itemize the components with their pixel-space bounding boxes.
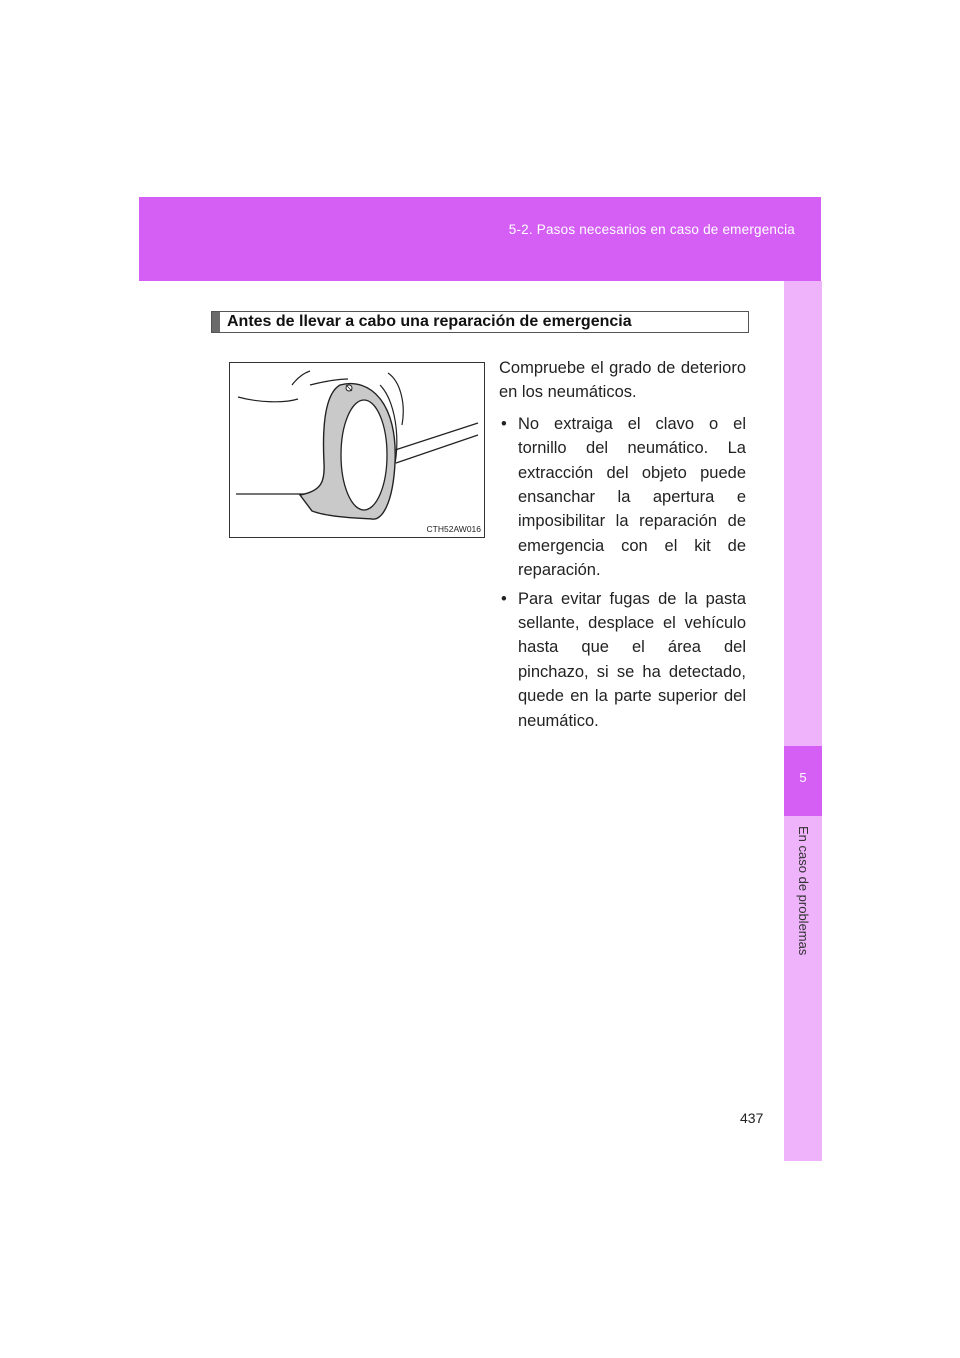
side-strip	[784, 281, 822, 1161]
list-item: • Para evitar fugas de la pasta sellante, desplace el vehículo hasta que el área del pinchazo, si se ha detectado, quede en la parte superior del neumático.	[499, 587, 746, 733]
page-number: 437	[740, 1110, 764, 1126]
bullet-list	[499, 412, 746, 733]
chapter-tab	[784, 746, 822, 816]
body-text	[499, 356, 746, 737]
header-band	[139, 197, 821, 281]
chapter-title-vertical	[784, 826, 822, 976]
tire-drawing	[230, 363, 484, 537]
intro-paragraph: Compruebe el grado de deterioro en los neumáticos.	[499, 359, 746, 402]
section-heading	[211, 311, 749, 333]
figure-code: CTH52AW016	[426, 524, 481, 534]
chapter-number: 5	[799, 770, 807, 785]
tire-illustration	[229, 362, 485, 538]
chapter-title: En caso de problemas	[796, 826, 811, 956]
section-path: 5-2. Pasos necesarios en caso de emergencia	[508, 222, 795, 237]
list-item: • No extraiga el clavo o el tornillo del neumático. La extracción del objeto puede ensanchar la apertura e imposibilitar la reparación de emergencia con el kit de reparación.	[499, 412, 746, 583]
section-heading-marker	[212, 312, 220, 332]
section-title: Antes de llevar a cabo una reparación de emergencia	[227, 313, 632, 330]
